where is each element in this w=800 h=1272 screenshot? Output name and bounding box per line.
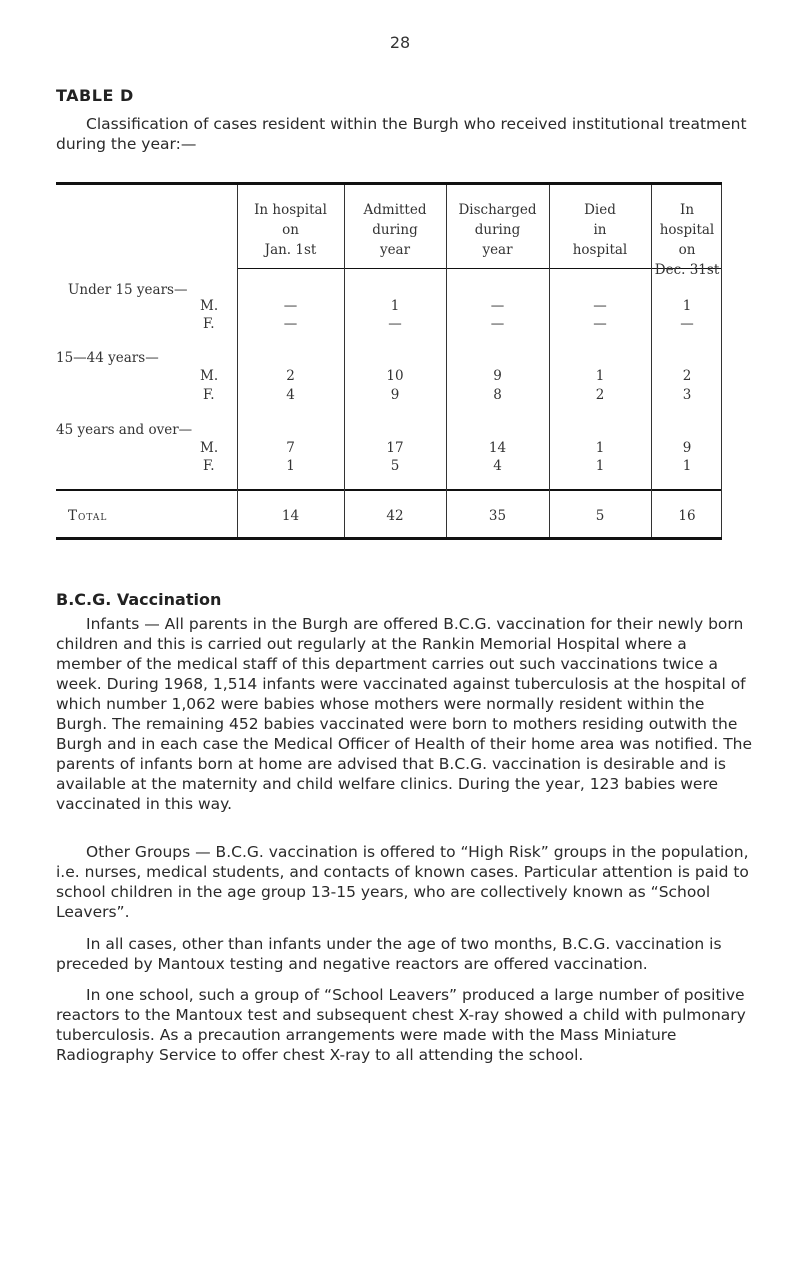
table-cell: 1 xyxy=(390,298,400,314)
table-cell: 3 xyxy=(682,387,692,403)
table-cell: 10 xyxy=(386,368,404,384)
paragraph-school: In one school, such a group of “School Leavers” produced a large number of positive reactors to the Mantoux test and subsequent chest X-ray showed a child with pulmonary tuberculosis. As a precaution arrangements were made with the Mass Miniature Radiography Service to offer chest X-ray to all attending the school. xyxy=(56,986,746,1064)
header-bottom-rule xyxy=(237,268,722,269)
table-cell: 2 xyxy=(286,368,295,384)
sex-label: M. xyxy=(200,440,219,456)
total-top-rule xyxy=(56,489,722,491)
paragraph-other-groups: Other Groups — B.C.G. vaccination is offered to “High Risk” groups in the population, i.e. nurses, medical students, and contacts of known cases. Particular attention is paid to school children in the age group 13-15 years, who are collectively known as “School Leavers”. xyxy=(56,843,749,921)
table-cell: — xyxy=(593,298,607,314)
column-header: Died in hospital xyxy=(572,202,628,258)
table-cell: — xyxy=(680,316,694,332)
section-heading: B.C.G. Vaccination xyxy=(56,590,222,609)
table-cell: — xyxy=(490,316,505,332)
table-cell: 1 xyxy=(595,458,605,474)
sex-label: F. xyxy=(203,387,215,403)
sex-label: F. xyxy=(203,316,215,332)
total-label: Total xyxy=(68,508,108,524)
table-cell: — xyxy=(593,316,607,332)
paragraph-all-cases: In all cases, other than infants under the age of two months, B.C.G. vaccination is preceded by Mantoux testing and negative reactors are offered vaccination. xyxy=(56,935,722,973)
column-header: In hospital on Dec. 31st xyxy=(654,202,720,278)
sex-label: M. xyxy=(200,298,219,314)
table-cell: 9 xyxy=(493,368,502,384)
table-cell: 5 xyxy=(390,458,400,474)
total-cell: 35 xyxy=(488,508,507,524)
total-cell: 16 xyxy=(678,508,696,524)
table-cell: 8 xyxy=(493,387,502,403)
table-cell: 7 xyxy=(286,440,295,456)
sex-label: M. xyxy=(200,368,219,384)
table-cell: — xyxy=(283,298,298,314)
column-header: Discharged during year xyxy=(458,202,537,258)
table-cell: 1 xyxy=(682,298,692,314)
table-bottom-rule xyxy=(56,537,722,540)
table-cell: 17 xyxy=(386,440,404,456)
column-header: Admitted during year xyxy=(363,202,427,258)
sex-label: F. xyxy=(203,458,215,474)
group-label: Under 15 years— xyxy=(68,282,188,298)
table-cell: 9 xyxy=(390,387,400,403)
table-cell: 4 xyxy=(286,387,295,403)
table-title: TABLE D xyxy=(56,86,134,105)
column-header: In hospital on Jan. 1st xyxy=(254,202,327,258)
total-cell: 5 xyxy=(595,508,605,524)
table-cell: — xyxy=(283,316,298,332)
table-cell: 9 xyxy=(682,440,692,456)
table-cell: 1 xyxy=(682,458,692,474)
table-cell: 4 xyxy=(493,458,502,474)
table-cell: 2 xyxy=(595,387,605,403)
group-label: 15—44 years— xyxy=(56,350,159,366)
paragraph-infants: Infants — All parents in the Burgh are offered B.C.G. vaccination for their newly born children and this is carried out regularly at the Rankin Memorial Hospital where a member of the medical staff of this department carries out such vaccinations twice a week. During 1968, 1,514 infants were vaccinated against tuberculosis at the hospital of which number 1,062 were babies whose mothers were normally resident within the Burgh. The remaining 452 babies vaccinated were born to mothers residing outwith the Burgh and in each case the Medical Officer of Health of their home area was notified. The parents of infants born at home are advised that B.C.G. vaccination is desirable and is available at the maternity and child welfare clinics. During the year, 123 babies were vaccinated in this way. xyxy=(56,615,753,813)
total-cell: 42 xyxy=(386,508,404,524)
total-cell: 14 xyxy=(281,508,300,524)
table-cell: — xyxy=(490,298,505,314)
table-top-rule xyxy=(56,182,722,185)
table-caption: Classification of cases resident within the Burgh who received institutional treatment during the year:— xyxy=(56,115,747,153)
table-cell: 2 xyxy=(682,368,692,384)
page-number: 28 xyxy=(389,33,411,52)
group-label: 45 years and over— xyxy=(56,422,193,438)
table-cell: 1 xyxy=(595,368,605,384)
table-cell: — xyxy=(388,316,402,332)
table-cell: 14 xyxy=(488,440,507,456)
table-cell: 1 xyxy=(286,458,295,474)
table-cell: 1 xyxy=(595,440,605,456)
